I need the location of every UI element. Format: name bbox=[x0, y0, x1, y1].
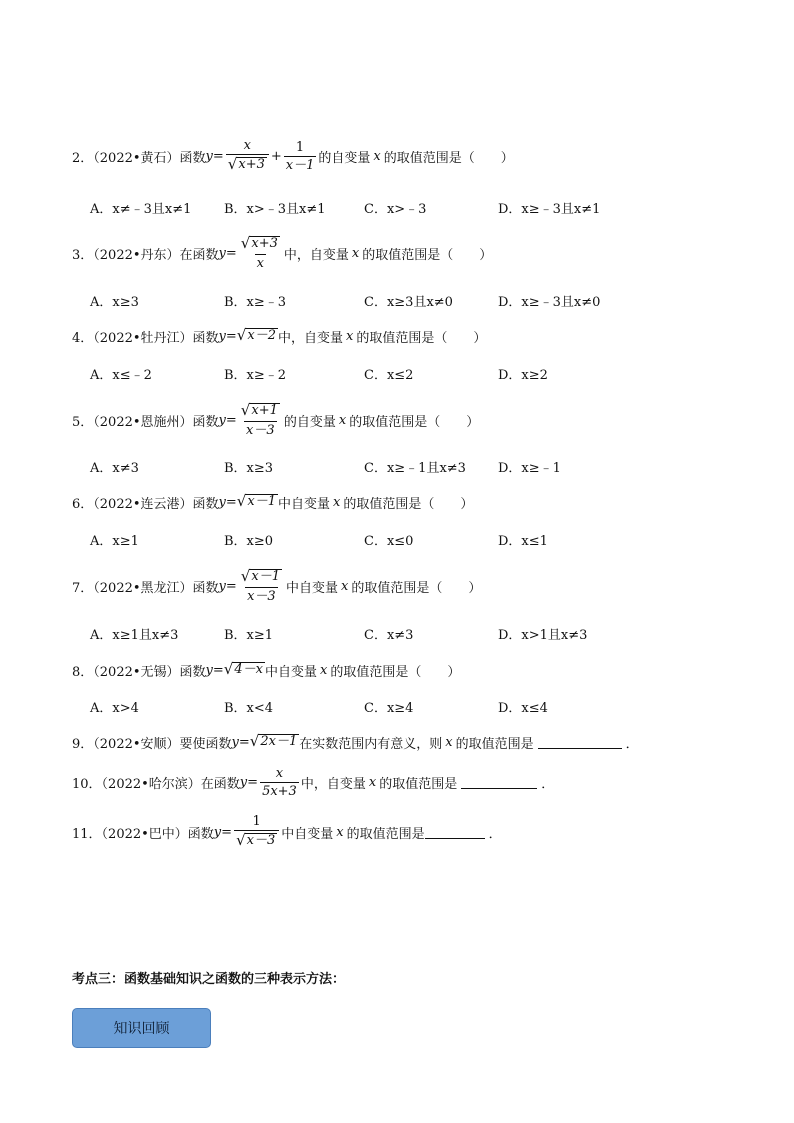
equals: = bbox=[247, 774, 259, 790]
equals: = bbox=[225, 245, 237, 261]
var-y: y bbox=[218, 494, 226, 510]
option-a[interactable]: A．x≥1 bbox=[90, 534, 139, 549]
question-text: 的取值范围是 bbox=[455, 736, 534, 752]
option-c[interactable]: C．x≤0 bbox=[364, 534, 414, 549]
option-a[interactable]: A．x≤﹣2 bbox=[90, 368, 152, 383]
option-a[interactable]: A．x≠﹣3且x≠1 bbox=[90, 202, 192, 217]
denominator: x－1 bbox=[285, 157, 315, 173]
options-2 bbox=[90, 198, 730, 216]
var-y: y bbox=[231, 734, 239, 750]
question-text: 中，自变量 bbox=[300, 776, 366, 792]
fraction bbox=[234, 815, 279, 848]
question-text: 中，自变量 bbox=[277, 330, 343, 346]
option-d[interactable]: D．x>1且x≠3 bbox=[498, 628, 588, 643]
fraction bbox=[239, 569, 284, 602]
option-c[interactable]: C．x≠3 bbox=[364, 628, 414, 643]
radicand: x－3 bbox=[246, 833, 276, 849]
radical-sign: √ bbox=[249, 732, 260, 751]
question-text: 中自变量 bbox=[277, 496, 330, 512]
var-y: y bbox=[218, 245, 226, 261]
radicand: x－1 bbox=[247, 494, 276, 510]
sqrt bbox=[241, 569, 282, 584]
radical-sign: √ bbox=[240, 401, 251, 420]
question-text: 中自变量 bbox=[285, 580, 338, 596]
period: ． bbox=[625, 736, 639, 752]
question-text: 的取值范围是 bbox=[379, 776, 458, 792]
section-title: 考点三：函数基础知识之函数的三种表示方法： bbox=[72, 972, 346, 987]
question-stem: 7．（2022•黑龙江）函数 bbox=[72, 580, 219, 596]
question-text: 的取值范围是（ ） bbox=[362, 247, 493, 263]
var-x: x bbox=[351, 245, 360, 261]
option-b[interactable]: B．x≥3 bbox=[224, 461, 274, 476]
option-d[interactable]: D．x≥﹣3且x≠1 bbox=[498, 202, 601, 217]
var-y: y bbox=[205, 148, 213, 164]
sqrt bbox=[237, 494, 278, 509]
equals: = bbox=[225, 328, 237, 344]
option-d[interactable]: D．x≥﹣3且x≠0 bbox=[498, 295, 601, 310]
var-x: x bbox=[332, 494, 341, 510]
equals: = bbox=[225, 494, 237, 510]
fraction bbox=[260, 767, 299, 798]
option-c[interactable]: C．x≥﹣1且x≠3 bbox=[364, 461, 466, 476]
radical-sign: √ bbox=[227, 155, 238, 174]
sqrt bbox=[228, 157, 267, 172]
radical-sign: √ bbox=[240, 234, 251, 253]
sqrt bbox=[241, 403, 280, 418]
denominator: x－3 bbox=[246, 422, 275, 438]
question-9 bbox=[72, 732, 639, 752]
option-b[interactable]: B．x≥﹣2 bbox=[224, 368, 287, 383]
answer-blank[interactable] bbox=[461, 776, 537, 789]
question-4 bbox=[72, 326, 486, 346]
var-y: y bbox=[213, 824, 222, 840]
question-6 bbox=[72, 492, 473, 512]
option-b[interactable]: B．x>﹣3且x≠1 bbox=[224, 202, 326, 217]
question-text: 的取值范围是（ ） bbox=[351, 580, 482, 596]
radicand: x+3 bbox=[238, 157, 265, 173]
numerator: 1 bbox=[295, 139, 305, 155]
option-a[interactable]: A．x>4 bbox=[90, 701, 139, 716]
option-c[interactable]: C．x≥3且x≠0 bbox=[364, 295, 453, 310]
question-text: 的取值范围是（ ） bbox=[330, 664, 461, 680]
question-3 bbox=[72, 234, 493, 271]
sqrt bbox=[241, 236, 280, 251]
answer-blank[interactable] bbox=[538, 736, 622, 749]
equals: = bbox=[238, 734, 250, 750]
var-x: x bbox=[336, 824, 344, 840]
option-b[interactable]: B．x<4 bbox=[224, 701, 274, 716]
question-text: 的取值范围是（ ） bbox=[383, 150, 514, 166]
radicand: x－1 bbox=[251, 569, 280, 585]
sqrt bbox=[236, 833, 277, 848]
option-c[interactable]: C．x≥4 bbox=[364, 701, 414, 716]
radical-sign: √ bbox=[223, 660, 234, 679]
radicand: x+3 bbox=[251, 236, 278, 252]
var-y: y bbox=[218, 578, 226, 594]
question-11 bbox=[72, 814, 502, 850]
var-x: x bbox=[338, 412, 347, 428]
question-stem: 4．（2022•牡丹江）函数 bbox=[72, 330, 219, 346]
question-text: 的取值范围是（ ） bbox=[356, 330, 487, 346]
equals: = bbox=[212, 662, 224, 678]
var-x: x bbox=[345, 328, 354, 344]
option-d[interactable]: D．x≥2 bbox=[498, 368, 548, 383]
var-x: x bbox=[373, 148, 381, 164]
numerator: x bbox=[275, 765, 284, 781]
question-text: 在实数范围内有意义，则 bbox=[299, 736, 443, 752]
radical-sign: √ bbox=[236, 831, 246, 850]
option-d[interactable]: D．x≥﹣1 bbox=[498, 461, 561, 476]
question-text: 的自变量 bbox=[283, 414, 336, 430]
equals: = bbox=[225, 578, 237, 594]
option-d[interactable]: D．x≤1 bbox=[498, 534, 548, 549]
fraction bbox=[284, 141, 317, 172]
question-text: 中，自变量 bbox=[283, 247, 349, 263]
options-5 bbox=[90, 457, 730, 475]
radicand: x－2 bbox=[247, 328, 276, 344]
question-stem: 11．（2022•巴中）函数 bbox=[72, 826, 214, 842]
numerator: x bbox=[243, 138, 251, 154]
question-text: 的取值范围是（ ） bbox=[343, 496, 474, 512]
question-7 bbox=[72, 567, 482, 604]
question-stem: 2．（2022•黄石）函数 bbox=[72, 150, 206, 166]
var-x: x bbox=[340, 578, 349, 594]
radical-sign: √ bbox=[236, 326, 247, 345]
equals: = bbox=[212, 148, 224, 164]
question-text: 的取值范围是 bbox=[346, 826, 425, 842]
question-stem: 5．（2022•恩施州）函数 bbox=[72, 414, 219, 430]
question-stem: 8．（2022•无锡）函数 bbox=[72, 664, 206, 680]
question-text: 中自变量 bbox=[281, 826, 334, 842]
question-10 bbox=[72, 765, 555, 799]
denominator: 5x+3 bbox=[262, 783, 297, 799]
option-a[interactable]: A．x≠3 bbox=[90, 461, 139, 476]
radicand: 4－x bbox=[234, 662, 263, 678]
question-text: 的取值范围是（ ） bbox=[349, 414, 480, 430]
options-7 bbox=[90, 624, 730, 642]
options-8 bbox=[90, 697, 730, 715]
fraction bbox=[226, 139, 269, 172]
question-stem: 10．（2022•哈尔滨）在函数 bbox=[72, 776, 240, 792]
denominator: x－3 bbox=[247, 588, 276, 604]
sqrt bbox=[250, 734, 299, 749]
period: ． bbox=[541, 776, 555, 792]
var-y: y bbox=[205, 662, 213, 678]
option-c[interactable]: C．x≤2 bbox=[364, 368, 414, 383]
options-3 bbox=[90, 291, 730, 309]
sqrt bbox=[237, 328, 278, 343]
equals: = bbox=[225, 412, 237, 428]
var-x: x bbox=[445, 734, 453, 750]
equals: = bbox=[221, 824, 233, 840]
question-stem: 6．（2022•连云港）函数 bbox=[72, 496, 219, 512]
radical-sign: √ bbox=[236, 492, 247, 511]
var-x: x bbox=[368, 774, 377, 790]
denominator: x bbox=[256, 255, 264, 271]
question-text: 中自变量 bbox=[264, 664, 317, 680]
radical-sign: √ bbox=[240, 567, 251, 586]
answer-blank[interactable] bbox=[425, 826, 485, 839]
option-a[interactable]: A．x≥3 bbox=[90, 295, 139, 310]
var-y: y bbox=[239, 774, 248, 790]
var-y: y bbox=[218, 412, 226, 428]
option-b[interactable]: B．x≥﹣3 bbox=[224, 295, 287, 310]
period: ． bbox=[488, 826, 502, 842]
question-8 bbox=[72, 660, 460, 680]
question-stem: 9．（2022•安顺）要使函数 bbox=[72, 736, 232, 752]
option-b[interactable]: B．x≥1 bbox=[224, 628, 274, 643]
options-4 bbox=[90, 364, 730, 382]
question-text: 的自变量 bbox=[318, 150, 371, 166]
option-c[interactable]: C．x>﹣3 bbox=[364, 202, 427, 217]
options-6 bbox=[90, 530, 730, 548]
option-a[interactable]: A．x≥1且x≠3 bbox=[90, 628, 179, 643]
sqrt bbox=[224, 662, 265, 677]
radicand: 2x－1 bbox=[260, 734, 298, 750]
var-y: y bbox=[218, 328, 226, 344]
numerator: 1 bbox=[252, 814, 261, 830]
fraction bbox=[239, 403, 282, 436]
question-5 bbox=[72, 401, 480, 438]
knowledge-review-button[interactable]: 知识回顾 bbox=[72, 1008, 211, 1048]
question-stem: 3．（2022•丹东）在函数 bbox=[72, 247, 219, 263]
plus: + bbox=[270, 148, 282, 164]
option-b[interactable]: B．x≥0 bbox=[224, 534, 274, 549]
var-x: x bbox=[319, 662, 328, 678]
radicand: x+1 bbox=[251, 403, 278, 419]
question-2 bbox=[72, 138, 514, 174]
option-d[interactable]: D．x≤4 bbox=[498, 701, 548, 716]
fraction bbox=[239, 236, 282, 269]
